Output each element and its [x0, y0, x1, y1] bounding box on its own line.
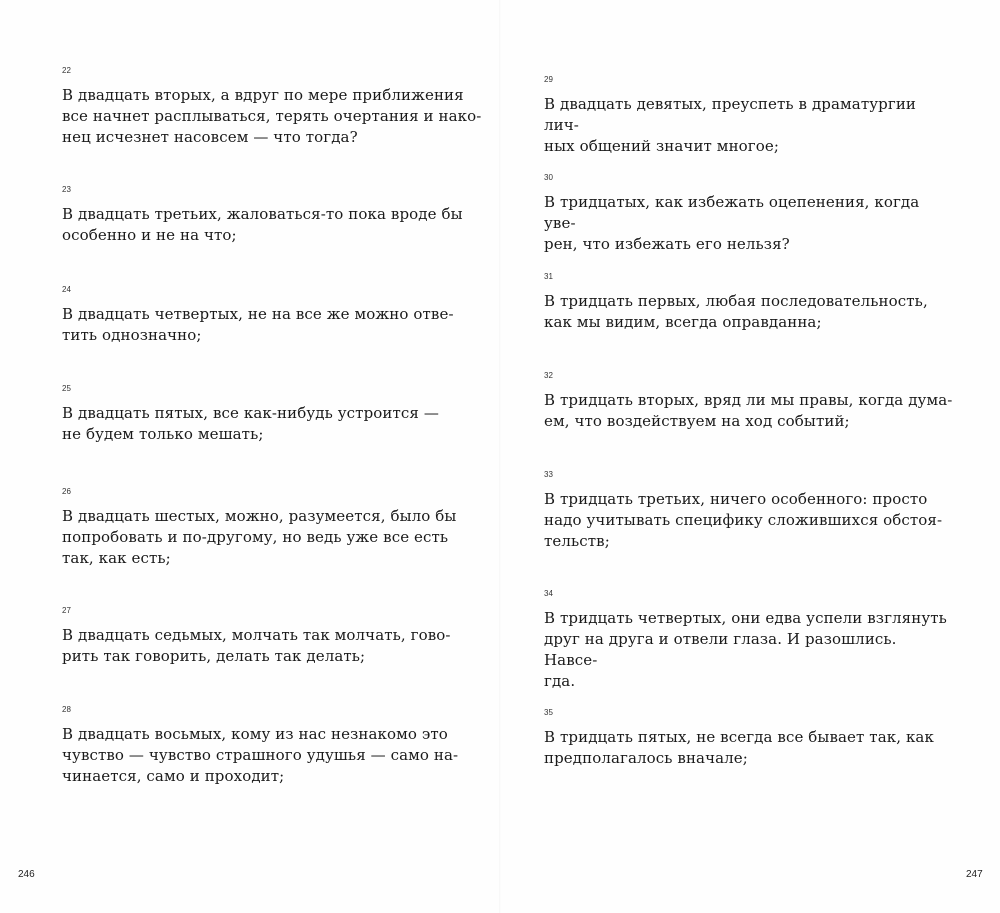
entry-number: 29: [544, 75, 553, 84]
entry-28: [62, 705, 482, 787]
entry-text: В тридцать вторых, вряд ли мы правы, когда дума- ем, что воздействуем на ход событий;: [544, 391, 953, 430]
entry-text: В тридцать четвертых, они едва успели взглянуть друг на друга и отвели глаза. И разошлись. Навсе- гда.: [544, 609, 947, 690]
page-number: 246: [18, 869, 35, 880]
entry-text: В тридцать пятых, не всегда все бывает так, как предполагалось вначале;: [544, 728, 934, 767]
entry-number: 32: [544, 371, 553, 380]
entry-number: 24: [62, 285, 71, 294]
entry-27: [62, 606, 482, 667]
entry-24: [62, 285, 482, 346]
entry-number: 30: [544, 173, 553, 182]
entry-text: В двадцать седьмых, молчать так молчать, гово- рить так говорить, делать так делать;: [62, 626, 451, 665]
entry-number: 25: [62, 384, 71, 393]
entry-text: В двадцать восьмых, кому из нас незнакомо это чувство — чувство страшного удушья — само на- чинается, само и проходит;: [62, 725, 459, 785]
entry-34: [544, 589, 954, 692]
entry-text: В тридцать первых, любая последовательность, как мы видим, всегда оправданна;: [544, 292, 928, 331]
entry-text: В двадцать девятых, преуспеть в драматургии лич- ных общений значит многое;: [544, 95, 917, 155]
entry-text: В двадцать вторых, а вдруг по мере приближения все начнет расплываться, терять очертания и нако- нец исчезнет насовсем — что тогда?: [62, 86, 482, 146]
entry-text: В двадцать четвертых, не на все же можно отве- тить однозначно;: [62, 305, 454, 344]
entry-26: [62, 487, 482, 569]
entry-30: [544, 173, 954, 255]
entry-32: [544, 371, 954, 432]
entry-number: 27: [62, 606, 71, 615]
entry-text: В тридцать третьих, ничего особенного: просто надо учитывать специфику сложившихся обстоя- тельств;: [544, 490, 943, 550]
entry-number: 22: [62, 66, 71, 75]
entry-text: В двадцать шестых, можно, разумеется, было бы попробовать и по-другому, но ведь уже все есть так, как есть;: [62, 507, 457, 567]
entry-23: [62, 185, 482, 246]
entry-number: 33: [544, 470, 553, 479]
entry-text: В двадцать пятых, все как-нибудь устроится — не будем только мешать;: [62, 404, 439, 443]
entry-22: [62, 66, 482, 148]
entry-25: [62, 384, 482, 445]
entry-text: В двадцать третьих, жаловаться-то пока вроде бы особенно и не на что;: [62, 205, 463, 244]
entry-number: 35: [544, 708, 553, 717]
page-number: 247: [966, 869, 983, 880]
entry-33: [544, 470, 954, 552]
entry-number: 28: [62, 705, 71, 714]
entry-number: 34: [544, 589, 553, 598]
entry-text: В тридцатых, как избежать оцепенения, когда уве- рен, что избежать его нельзя?: [544, 193, 920, 253]
entry-number: 31: [544, 272, 553, 281]
entry-31: [544, 272, 954, 333]
entry-29: [544, 75, 954, 157]
right-page: [500, 0, 1000, 913]
entry-number: 23: [62, 185, 71, 194]
entry-35: [544, 708, 954, 769]
entry-number: 26: [62, 487, 71, 496]
